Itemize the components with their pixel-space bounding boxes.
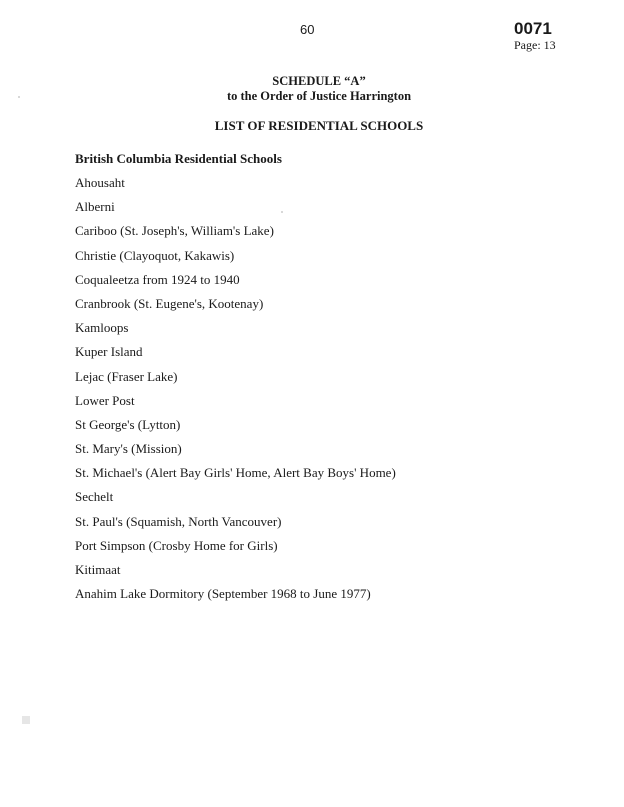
scan-speck <box>22 716 30 724</box>
list-item: Sechelt <box>75 489 114 505</box>
document-number: 0071 <box>514 19 552 38</box>
section-title: British Columbia Residential Schools <box>75 151 282 166</box>
list-item: St. Michael's (Alert Bay Girls' Home, Alert Bay Boys' Home) <box>75 465 396 481</box>
scan-speck <box>281 211 283 213</box>
list-item: Cariboo (St. Joseph's, William's Lake) <box>75 223 274 239</box>
list-item: Ahousaht <box>75 175 125 190</box>
list-item: St. Paul's (Squamish, North Vancouver) <box>75 513 282 529</box>
list-item: Coqualeetza from 1924 to 1940 <box>75 271 240 287</box>
page-number: 60 <box>300 22 315 37</box>
scan-speck <box>18 96 20 98</box>
schedule-subtitle: to the Order of Justice Harrington <box>226 89 412 103</box>
list-item: Kamloops <box>75 320 129 336</box>
list-item: St George's (Lytton) <box>75 416 181 432</box>
list-item: Anahim Lake Dormitory (September 1968 to June 1977) <box>75 586 371 602</box>
list-item: Port Simpson (Crosby Home for Girls) <box>75 537 278 553</box>
list-item: Lower Post <box>75 392 135 408</box>
list-title: LIST OF RESIDENTIAL SCHOOLS <box>214 118 424 133</box>
schedule-title: SCHEDULE “A” <box>272 74 366 88</box>
school-list <box>75 175 396 610</box>
list-item: Lejac (Fraser Lake) <box>75 368 178 384</box>
page-label: Page: 13 <box>514 38 556 52</box>
list-item: St. Mary's (Mission) <box>75 441 182 457</box>
list-item: Cranbrook (St. Eugene's, Kootenay) <box>75 295 264 311</box>
list-item: Christie (Clayoquot, Kakawis) <box>75 247 235 263</box>
list-item: Kuper Island <box>75 344 143 360</box>
list-item: Alberni <box>75 199 115 215</box>
list-item: Kitimaat <box>75 562 121 577</box>
